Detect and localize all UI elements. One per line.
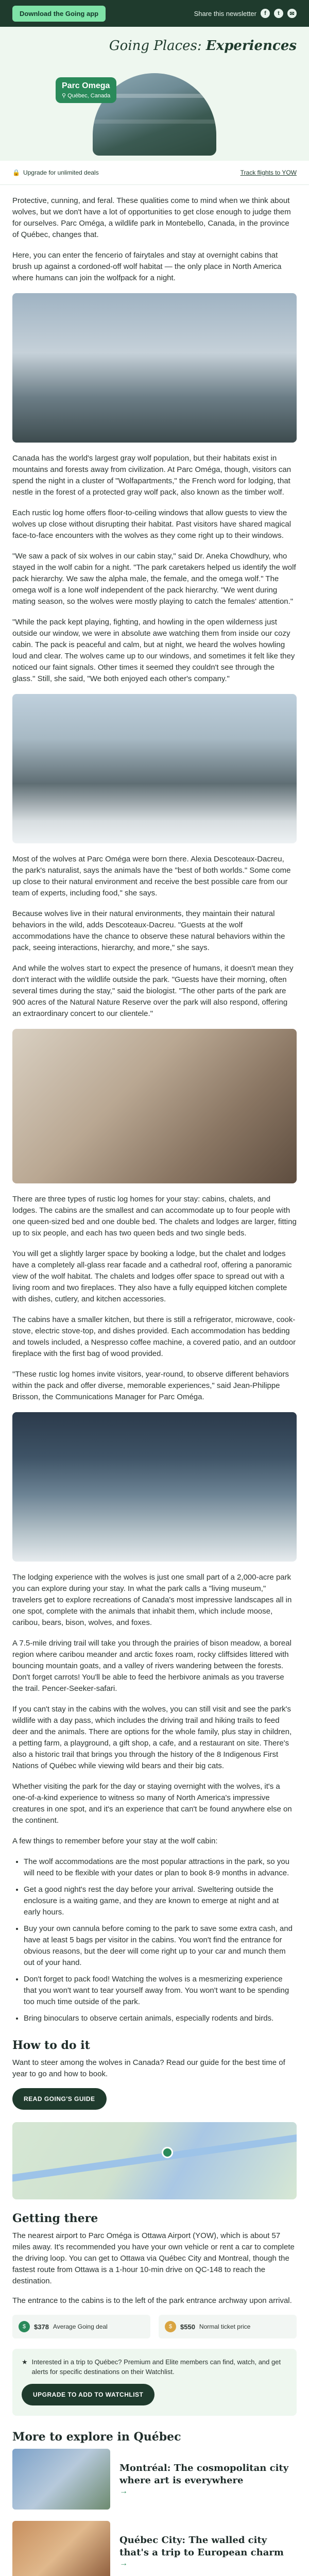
tip-item: • The wolf accommodations are the most popular attractions in the park, so you will need to be flexible with your dates or plan to book 8-9 months in advance.: [24, 1856, 297, 1879]
paragraph: "While the pack kept playing, fighting, and howling in the open wilderness just outside our window, we were in absolute awe watching them from inside our cozy cabin. The pack is peaceful and calm, but at night, we heard the wolves howling loud and clear. The wolves came up to our windows, and sometimes it felt like they noticed our faint signals. Other times it seemed they couldn't see through the glass." Still, she said, "We both enjoyed each other's company.": [12, 618, 295, 683]
getting-there-section: [0, 2212, 309, 2416]
more-to-explore: [0, 2430, 309, 2576]
section-title: Getting there: [12, 2212, 98, 2225]
twitter-icon[interactable]: t: [274, 9, 283, 18]
arrow-right-icon: →: [119, 2487, 128, 2496]
location-badge: [56, 77, 116, 103]
park-landscape-photo: [12, 1412, 297, 1562]
cabin-interior-photo: [12, 1029, 297, 1183]
how-to-section: [0, 2033, 309, 2110]
paragraph: Because wolves live in their natural environments, they maintain their natural behaviors in the wild, adds Descoteaux-Dacreu. "Guests at the wolf accommodations have the chance to observe these natural behaviors within the pack, seeing interactions, hierarchy, and more," she says.: [12, 909, 285, 952]
paragraph: There are three types of rustic log homes for your stay: cabins, chalets, and lodges. The cabins are the smallest and can accommodate up to four people with one queen-sized bed and one double bed. The chalets and lodges are larger, fitting up to six people, and each has two queen beds and two single beds.: [12, 1195, 297, 1238]
paragraph: Most of the wolves at Parc Oméga were born there. Alexia Descoteaux-Dacreu, the park's naturalist, says the animals have the "best of both worlds." Some come up close to their natural environment and receive the best possible care from our team of experts, including food," she says.: [12, 855, 291, 897]
share-bar: [194, 9, 297, 18]
paragraph: Whether visiting the park for the day or staying overnight with the wolves, it's a one-of-a-kind experience to witness so many of North America's impressive creatures in one spot, and it's an experience that can't be found anywhere else on the continent.: [12, 1782, 292, 1825]
share-label: Share this newsletter: [194, 9, 256, 18]
cta-text-row: [22, 2357, 287, 2377]
explore-card[interactable]: [12, 2521, 297, 2576]
price-stats: [12, 2315, 297, 2338]
arrow-right-icon: →: [119, 2559, 128, 2568]
paragraph: You will get a slightly larger space by booking a lodge, but the chalet and lodges have a completely all-glass rear facade and a cathedral roof, offering a panoramic view of the wolf habitat. The chalets and lodges offer space to spread out with a living room and two fireplaces. They also have a fully equipped kitchen complete with dishes, cutlery, and kitchen accessories.: [12, 1249, 292, 1303]
tag-icon: $: [19, 2321, 30, 2332]
paragraph: Canada has the world's largest gray wolf population, but their habitats exist in mountains and forests away from civilization. At Parc Oméga, though, visitors can spend the night in a cluster of "Wolfapartments," the French word for lodging, that nestle in the forest of a protected gray wolf pack, also known as the timber wolf.: [12, 454, 291, 497]
lock-icon: 🔒: [12, 169, 20, 176]
paragraph: And while the wolves start to expect the presence of humans, it doesn't mean they don't interact with the wildlife outside the park. "Guests have their morning, often several times during the stay," said the biologist. "The other parts of the park are 900 acres of the Natural Nature Reserve over the park will also respond, offering an extraordinary concert to our clientele.": [12, 964, 294, 1018]
card-title: Québec City: The walled city that's a trip to European charm: [119, 2535, 284, 2558]
section-text: Want to steer among the wolves in Canada? Read our guide for the best time of year to go and how to book.: [12, 2058, 285, 2078]
paragraph: The lodging experience with the wolves is just one small part of a 2,000-acre park you can explore during your stay. In what the park calls a "living museum," travelers get to explore recreations of Canada's most impressive landscapes all in one spot, complete with the animals that inhabit them, which include moose, caribou, bears, bison, wolves, and foxes.: [12, 1573, 292, 1627]
upgrade-watchlist-button[interactable]: UPGRADE TO ADD TO WATCHLIST: [22, 2384, 154, 2405]
facebook-icon[interactable]: f: [261, 9, 270, 18]
brand-italic: Going Places:: [109, 38, 202, 54]
explore-card[interactable]: [12, 2449, 297, 2510]
card-thumbnail: [12, 2521, 110, 2576]
star-icon: ★: [22, 2358, 28, 2366]
track-flights-link[interactable]: Track flights to YOW: [240, 169, 297, 176]
section-title: More to explore in Québec: [12, 2430, 181, 2444]
paragraph: A 7.5-mile driving trail will take you through the prairies of bison meadow, a boreal region where caribou meander and arctic foxes roam, rocky cliffsides littered with bouncing mountain goats, and a valley of rivers wandering between the forests. Don't forget carrots! You'll be able to feed the herbivore animals as you traverse the trail. Pencer-Seeker-safari.: [12, 1639, 291, 1693]
section-title: How to do it: [12, 2039, 90, 2052]
download-app-button[interactable]: Download the Going app: [12, 6, 106, 22]
upgrade-link[interactable]: 🔒 Upgrade for unlimited deals: [12, 169, 99, 176]
wolf-photo: [12, 293, 297, 443]
paragraph: Each rustic log home offers floor-to-ceiling windows that allow guests to view the wolves up close without disrupting their habitat. Past visitors have shared magical face-to-face encounters with the wolves as they come right up to their windows.: [12, 509, 291, 540]
map-pin-icon: [162, 2147, 173, 2158]
watchlist-cta: [12, 2349, 297, 2416]
tip-item: • Don't forget to pack food! Watching the wolves is a mesmerizing experience that you won't want to tear yourself away from. You won't want to be spending too much time outside of the park.: [24, 1974, 297, 2008]
email-icon[interactable]: ✉: [287, 9, 297, 18]
card-title: Montréal: The cosmopolitan city where art is everywhere: [119, 2463, 289, 2486]
brand-bold: Experiences: [205, 38, 297, 54]
paragraph: A few things to remember before your stay at the wolf cabin:: [12, 1837, 218, 1845]
normal-price-value: $550: [180, 2323, 195, 2331]
normal-price-label: Normal ticket price: [199, 2323, 251, 2330]
map[interactable]: [12, 2122, 297, 2199]
cabin-photo: [12, 694, 297, 843]
normal-price-stat: [159, 2315, 297, 2338]
paragraph: Here, you can enter the fencerio of fairytales and stay at overnight cabins that brush up against a cordoned-off wolf habitat — the only place in North America where humans can join the wolfpack for a night.: [12, 251, 282, 282]
paragraph: The entrance to the cabins is to the left of the park entrance archway upon arrival.: [12, 2296, 292, 2305]
location-name: Parc Omega: [62, 81, 110, 90]
paragraph: The nearest airport to Parc Oméga is Ottawa Airport (YOW), which is about 57 miles away. It's recommended you have your own vehicle or rent a car to complete the driving loop. You can get to Ottawa via Québec City and Montreal, though the fastest route from Ottawa is a 1-hour 10-min drive on QC-148 to reach the destination.: [12, 2231, 295, 2285]
cta-text: Interested in a trip to Québec? Premium and Elite members can find, watch, and get alerts for specific destinations on their Watchlist.: [31, 2358, 281, 2376]
read-guide-button[interactable]: READ GOING'S GUIDE: [12, 2088, 107, 2110]
top-bar: [0, 0, 309, 27]
ticket-icon: $: [165, 2321, 176, 2332]
hero: [0, 27, 309, 161]
paragraph: "We saw a pack of six wolves in our cabin stay," said Dr. Aneka Chowdhury, who stayed in the wolf cabin for a night. "The park caretakers helped us identify the wolf pack hierarchy. We saw the alpha male, the female, and the omega wolf." The omega wolf is a lone wolf independent of the pack hierarchy. "We went during mating season, so the wolves were mostly playing to catch the females' attention.": [12, 552, 296, 606]
deal-stat: [12, 2315, 150, 2338]
deal-label: Average Going deal: [53, 2323, 108, 2330]
tips-list: [12, 1856, 297, 2024]
tip-item: • Buy your own cannula before coming to the park to save some extra cash, and have at least 5 bags per visitor in the cabins. You won't find the entrance for obvious reasons, but the deer will come right up to your car and munch them out of your hand.: [24, 1923, 297, 1969]
newsletter-brand: [12, 38, 297, 54]
pin-icon: ⚲: [62, 93, 68, 99]
article-body: [0, 185, 309, 2024]
paragraph: The cabins have a smaller kitchen, but there is still a refrigerator, microwave, cook-stove, electric stove-top, and dishes provided. Each accommodation has bedding and towels included, a Nespresso coffee machine, a covered patio, and an outdoor fireplace with the first bag of wood provided.: [12, 1315, 296, 1358]
location-place: ⚲ Québec, Canada: [62, 93, 111, 99]
paragraph: "These rustic log homes invite visitors, year-round, to observe different behaviors within the pack and offer diverse, memorable experiences," said Jean-Philippe Brisson, the Communications Manager for Parc Oméga.: [12, 1370, 289, 1401]
upgrade-bar: [0, 161, 309, 185]
deal-value: $378: [34, 2323, 49, 2331]
card-thumbnail: [12, 2449, 110, 2510]
tip-item: • Bring binoculars to observe certain animals, especially rodents and birds.: [24, 2013, 297, 2024]
paragraph: If you can't stay in the cabins with the wolves, you can still visit and see the park's wildlife with a day pass, which includes the driving trail and hiking trails to feed deer and the animals. There are options for the whole family, plus stay in children, a petting farm, a playground, a gift shop, a cafe, and a restaurant on site. There's also a historic trail that brings you through the history of the 8 Indigenous First Nations of Québec while viewing wild bears and their big cats.: [12, 1705, 292, 1770]
paragraph: Protective, cunning, and feral. These qualities come to mind when we think about wolves, but we don't have a lot of opportunities to get close enough to judge them for ourselves. Parc Oméga, a wildlife park in Montebello, Canada, in the province of Québec, changes that.: [12, 196, 291, 239]
tip-item: • Get a good night's rest the day before your arrival. Sweltering outside the enclosure is a waiting game, and they are known to emerge at night and at early hours.: [24, 1884, 297, 1918]
